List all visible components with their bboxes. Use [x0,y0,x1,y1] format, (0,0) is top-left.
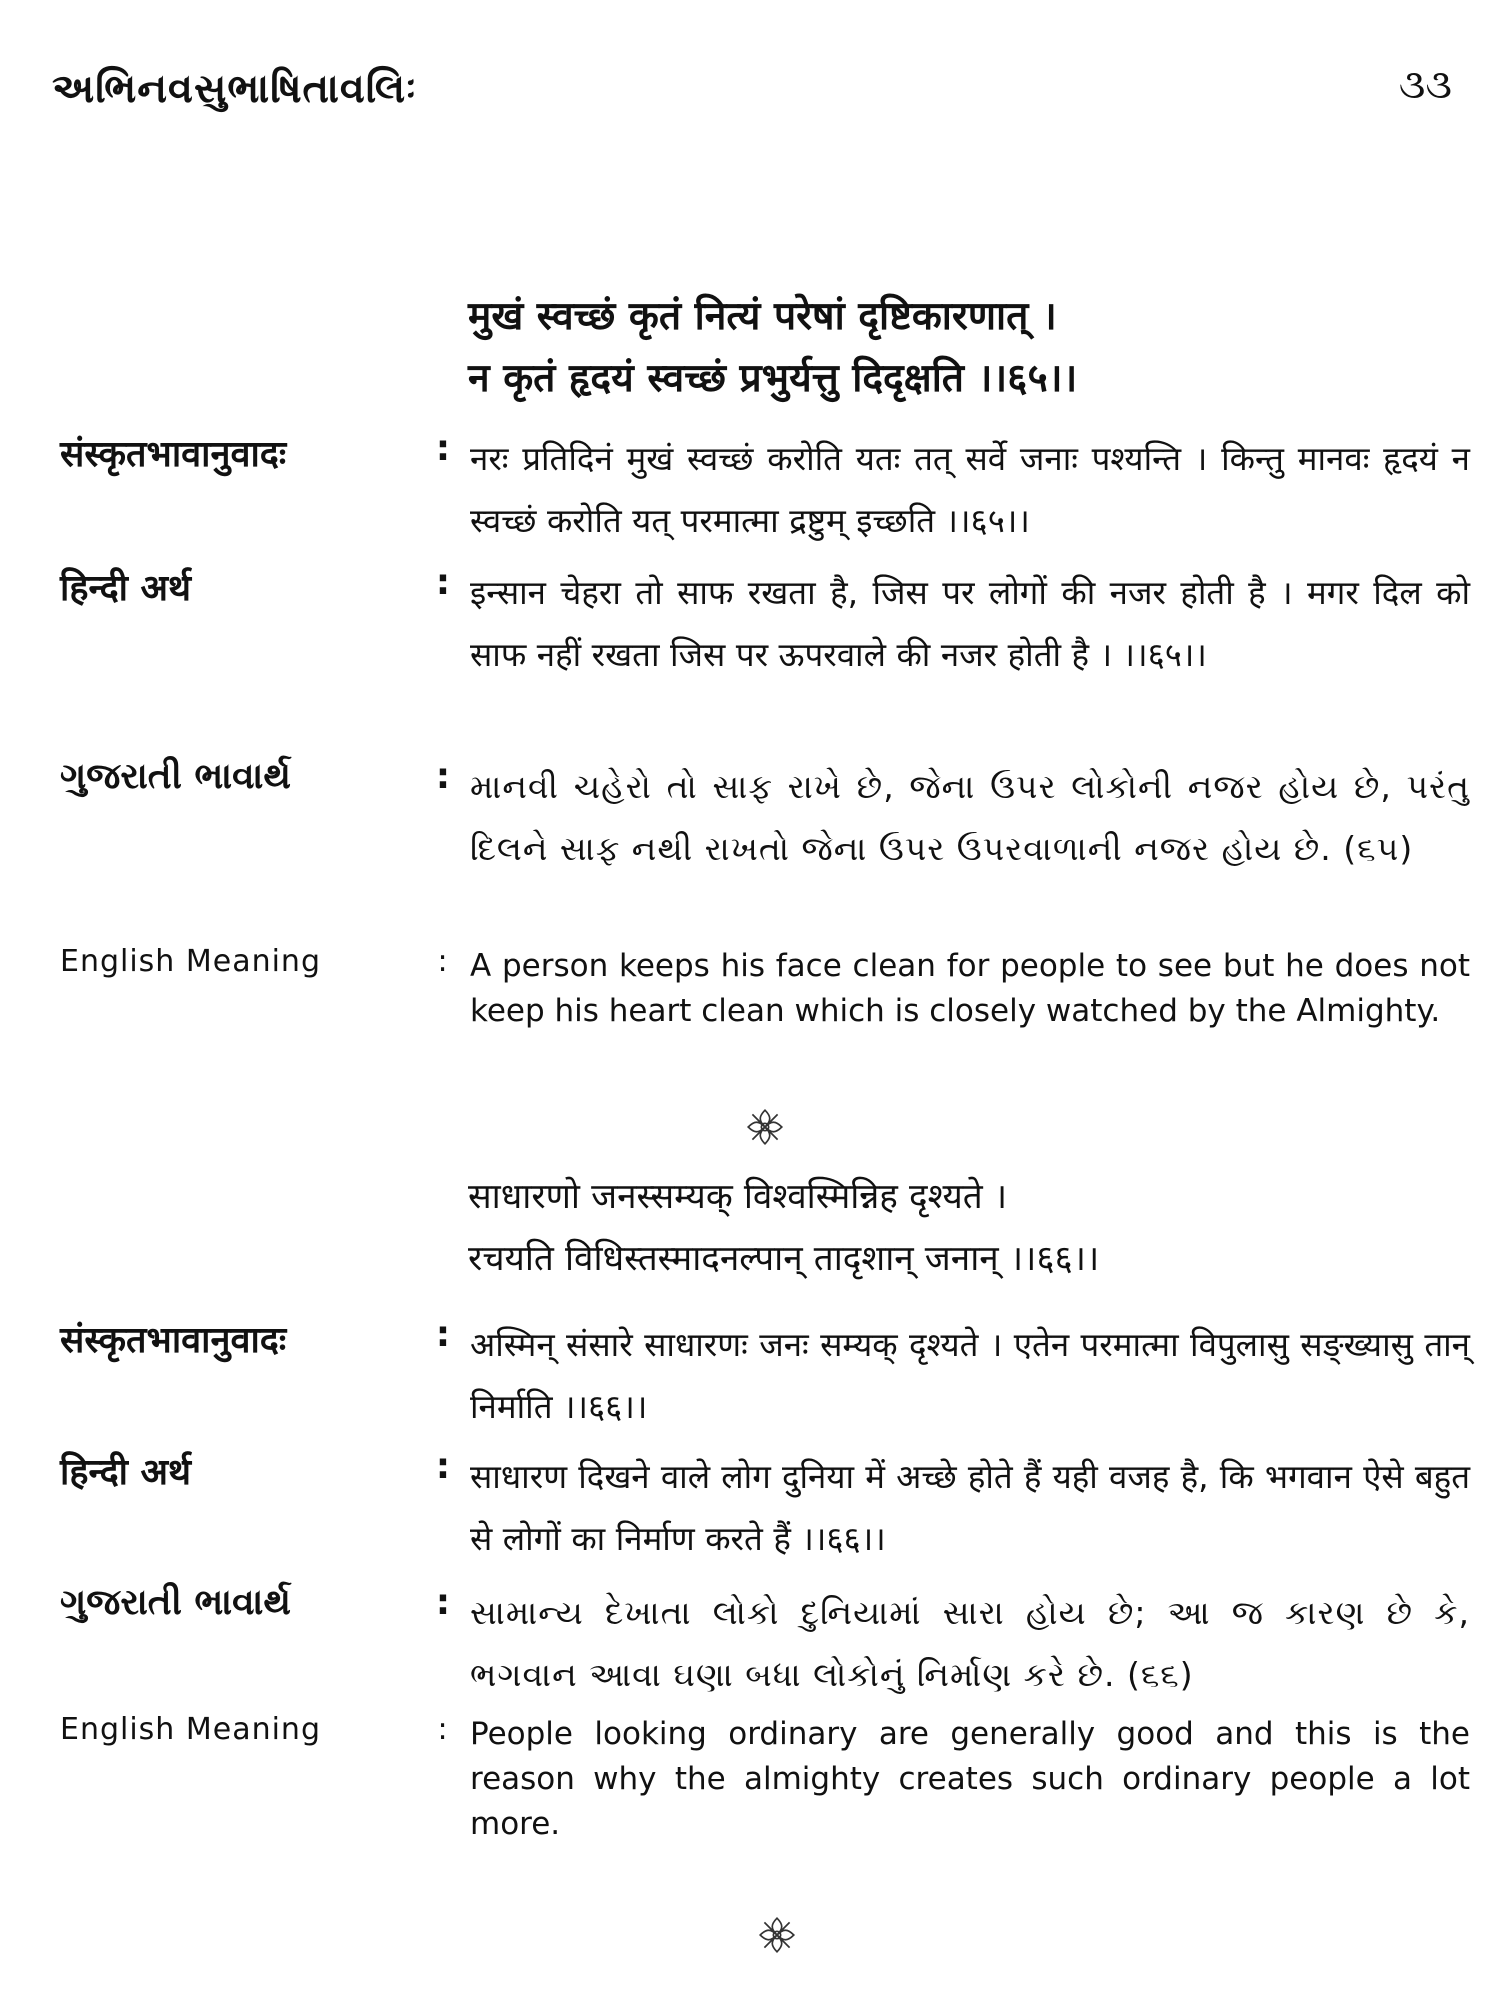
english-meaning-text: People looking ordinary are generally good and this is the reason why the almighty creates such ordinary people a lot more. [470,1716,1470,1842]
gujarati-meaning-label: ગુજરાતી ભાવાર્થ [60,1582,291,1623]
gujarati-meaning-label: ગુજરાતી ભાવાર્થ [60,756,291,797]
gujarati-meaning-text: સામાન્ય દેખાતા લોકો દુનિયામાં સારા હોય છે; આ જ કારણ છે કે, ભગવાન આવા ઘણા બધા લોકોનું નિર્માણ કરે છે. (૬૬) [470,1593,1470,1694]
english-meaning-label: English Meaning [60,1712,321,1747]
verse-66-line-2: रचयति विधिस्तस्मादनल्पान् तादृशान् जनान् ।।६६।। [468,1239,1100,1279]
hindi-meaning-label: हिन्दी अर्थ [60,568,192,609]
running-title: અભિનવસુભાષિતાવલિઃ [52,66,418,112]
verse-66 [468,1172,1468,1296]
sanskrit-paraphrase-label: संस्कृतभावानुवादः [60,434,287,475]
verse-65 [468,288,1468,412]
hindi-meaning-text: साधारण दिखने वाले लोग दुनिया में अच्छे होते हैं यही वजह है, कि भगवान ऐसे बहुत से लोगों का निर्माण करते हैं ।।६६।। [470,1457,1470,1558]
hindi-meaning-label: हिन्दी अर्थ [60,1452,192,1493]
page-number: ૩૩ [1398,62,1452,108]
separator-colon: : [437,944,449,979]
verse-65-line-1: मुखं स्वच्छं कृतं नित्यं परेषां दृष्टिकारणात् । [468,294,1057,339]
sanskrit-paraphrase-text: अस्मिन् संसारे साधारणः जनः सम्यक् दृश्यते । एतेन परमात्मा विपुलासु सङ्ख्यासु तान् निर्माति ।।६६।। [470,1325,1470,1426]
separator-colon: : [435,428,451,469]
floral-divider-icon [756,1914,798,1956]
separator-colon: : [435,1446,451,1487]
separator-colon: : [437,1712,449,1747]
separator-colon: : [435,562,451,603]
separator-colon: : [435,1582,451,1623]
verse-66-line-1: साधारणो जनस्सम्यक् विश्वस्मिन्निह दृश्यते । [468,1177,1008,1217]
sanskrit-paraphrase-label: संस्कृतभावानुवादः [60,1320,287,1361]
sanskrit-paraphrase-text: नरः प्रतिदिनं मुखं स्वच्छं करोति यतः तत् सर्वे जनाः पश्यन्ति । किन्तु मानवः हृदयं न स्वच्छं करोति यत् परमात्मा द्रष्टुम् इच्छति ।।६५।। [470,439,1471,540]
hindi-meaning-text: इन्सान चेहरा तो साफ रखता है, जिस पर लोगों की नजर होती है । मगर दिल को साफ नहीं रखता जिस पर ऊपरवाले की नजर होती है । ।।६५।। [470,573,1470,674]
separator-colon: : [435,756,451,797]
gujarati-meaning-text: માનવી ચહેરો તો સાફ રાખે છે, જેના ઉપર લોકોની નજર હોય છે, પરંતુ દિલને સાફ નથી રાખતો જેના ઉપર ઉપરવાળાની નજર હોય છે. (૬૫) [470,767,1470,868]
floral-divider-icon [744,1106,786,1148]
separator-colon: : [435,1314,451,1355]
verse-65-line-2: न कृतं हृदयं स्वच्छं प्रभुर्यत्तु दिदृक्षति ।।६५।। [468,356,1078,401]
english-meaning-text: A person keeps his face clean for people to see but he does not keep his heart clean which is closely watched by the Almighty. [470,948,1470,1029]
english-meaning-label: English Meaning [60,944,321,979]
